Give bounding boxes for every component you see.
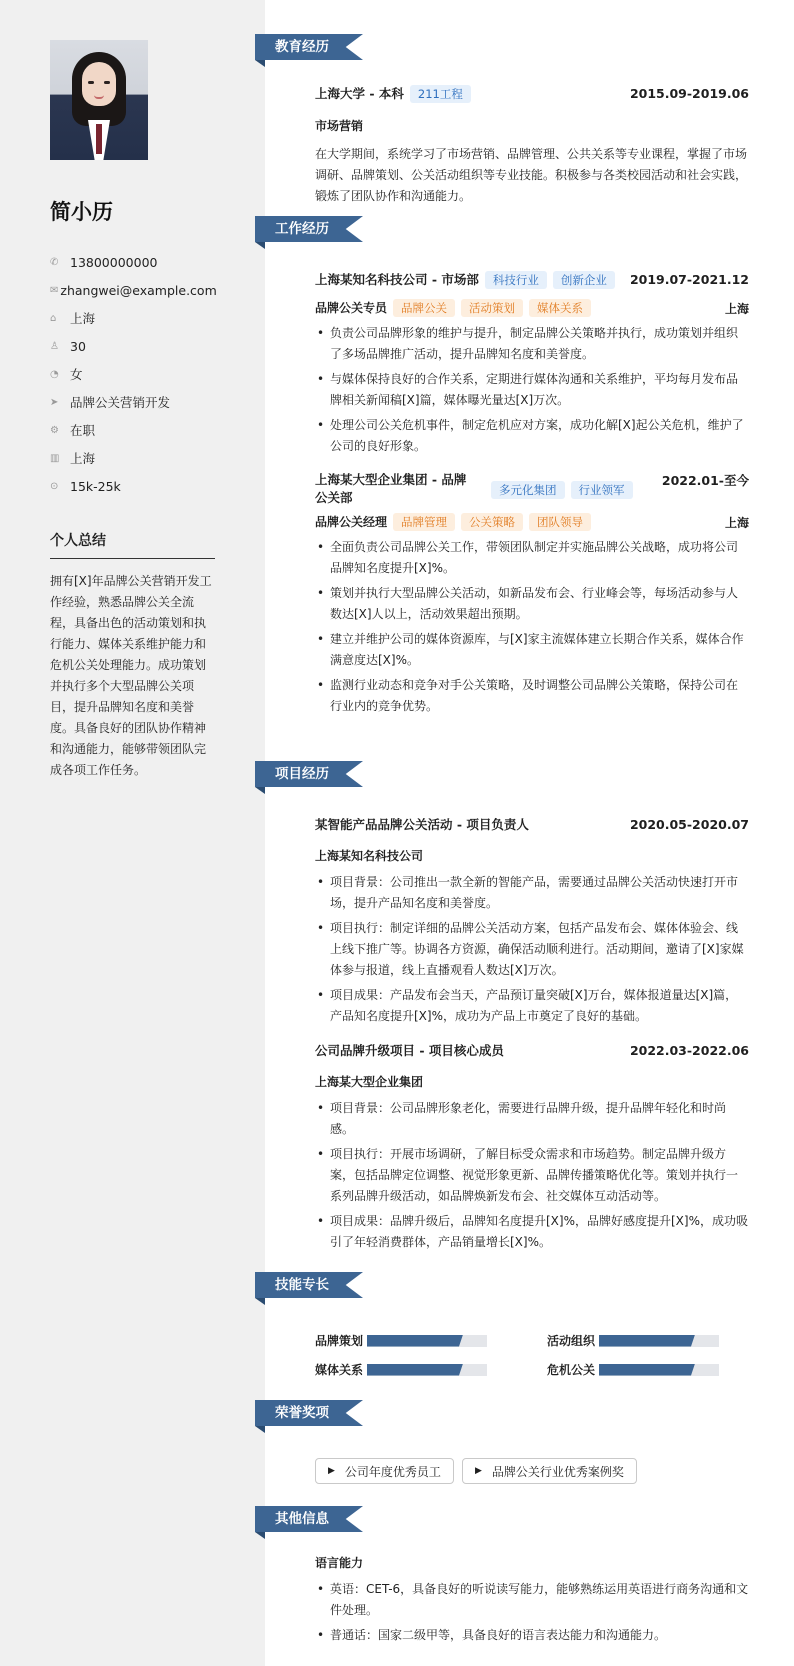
- job-bullets: [315, 323, 749, 457]
- section-title: 荣誉奖项: [275, 1405, 329, 1421]
- info-text: 13800000000: [70, 254, 158, 270]
- company-name: 上海某知名科技公司 - 市场部: [315, 272, 479, 287]
- play-icon: ▶: [474, 1466, 482, 1476]
- skill-fill: [367, 1335, 463, 1347]
- project-org: 上海某大型企业集团: [315, 1075, 424, 1089]
- info-status: [50, 416, 215, 444]
- section-header: [255, 216, 794, 242]
- project-date: 2022.03-2022.06: [629, 1042, 749, 1058]
- skill-item: [547, 1361, 749, 1378]
- company-tag: 创新企业: [553, 271, 615, 289]
- status-icon: ⚙: [50, 424, 59, 436]
- list-item: • 处理公司公关危机事件，制定危机应对方案，成功化解[X]起公关危机，维护了公司的良好形象。: [315, 415, 749, 457]
- skill-bar: [367, 1335, 487, 1347]
- job-role: 品牌公关经理: [315, 515, 388, 529]
- school-tag: 211工程: [410, 85, 471, 103]
- list-item: • 项目背景：公司品牌形象老化，需要进行品牌升级，提升品牌年轻化和时尚感。: [315, 1098, 749, 1140]
- list-item: • 英语：CET-6，具备良好的听说读写能力，能够熟练运用英语进行商务沟通和文件处理。: [315, 1579, 749, 1621]
- skill-tag: 公关策略: [461, 513, 523, 531]
- info-work-city: [50, 444, 215, 472]
- job-location: 上海: [724, 301, 749, 316]
- project-org: 上海某知名科技公司: [315, 849, 424, 863]
- education-date: 2015.09-2019.06: [629, 86, 749, 101]
- work-section: [255, 216, 794, 717]
- info-email: [50, 276, 215, 304]
- list-item: • 普通话：国家二级甲等，具备良好的语言表达能力和沟通能力。: [315, 1625, 749, 1646]
- skill-bar: [599, 1364, 719, 1376]
- project-name: 某智能产品品牌公关活动 - 项目负责人: [315, 817, 529, 832]
- skill-bar: [367, 1364, 487, 1376]
- list-item: • 监测行业动态和竞争对手公关策略，及时调整公司品牌公关策略，保持公司在行业内的竞争优势。: [315, 675, 749, 717]
- mail-icon: ✉: [50, 284, 59, 296]
- info-phone: [50, 248, 215, 276]
- send-icon: ➤: [50, 396, 59, 408]
- section-title: 教育经历: [275, 39, 329, 55]
- info-city: [50, 304, 215, 332]
- job-location: 上海: [724, 515, 749, 530]
- candidate-name: 简小历: [50, 200, 113, 224]
- job-date: 2022.01-至今: [661, 473, 749, 488]
- projects-section: [255, 761, 794, 1253]
- profile-photo: [50, 40, 148, 160]
- skill-name: 活动组织: [547, 1334, 596, 1348]
- section-header: [255, 34, 794, 60]
- skill-tag: 团队领导: [529, 513, 591, 531]
- list-item: • 项目执行：制定详细的品牌公关活动方案，包括产品发布会、媒体体验会、线上线下推广等。协调各方资源，确保活动顺利进行。活动期间，邀请了[X]家媒体参与报道，线上直播观看人数达[X]万次。: [315, 918, 749, 981]
- list-item: • 与媒体保持良好的合作关系，定期进行媒体沟通和关系维护，平均每月发布品牌相关新闻稿[X]篇，媒体曝光量达[X]万次。: [315, 369, 749, 411]
- play-icon: ▶: [328, 1466, 335, 1476]
- list-item: • 负责公司品牌形象的维护与提升，制定品牌公关策略并执行，成功策划并组织了多场品牌推广活动，提升品牌知名度和美誉度。: [315, 323, 749, 365]
- school-name: 上海大学 - 本科: [315, 86, 404, 101]
- info-text: zhangwei@example.com: [60, 282, 217, 298]
- company-tag: 科技行业: [485, 271, 547, 289]
- section-header: [255, 1272, 794, 1298]
- info-text: 女: [70, 367, 83, 382]
- skill-tag: 媒体关系: [529, 299, 591, 317]
- company-tag: 多元化集团: [491, 481, 565, 499]
- sidebar: [0, 0, 265, 1666]
- home-icon: ⌂: [50, 312, 57, 324]
- skill-fill: [599, 1364, 695, 1376]
- list-item: • 项目成果：产品发布会当天，产品预订量突破[X]万台，媒体报道量达[X]篇，产品知名度提升[X]%，成功为产品上市奠定了良好的基础。: [315, 985, 749, 1027]
- job-date: 2019.07-2021.12: [629, 272, 749, 287]
- education-section: [255, 34, 794, 207]
- section-title: 技能专长: [275, 1277, 329, 1293]
- project-bullets: [315, 1098, 749, 1253]
- section-title: 工作经历: [275, 221, 329, 237]
- skill-item: [547, 1332, 749, 1349]
- list-item: • 项目背景：公司推出一款全新的智能产品，需要通过品牌公关活动快速打开市场，提升产品知名度和美誉度。: [315, 872, 749, 914]
- skills-section: [255, 1272, 794, 1378]
- info-text: 上海: [70, 451, 96, 466]
- other-subtitle: 语言能力: [315, 1556, 364, 1570]
- age-icon: ♙: [50, 340, 59, 352]
- skill-bar: [599, 1335, 719, 1347]
- section-header: [255, 1506, 794, 1532]
- skill-tag: 活动策划: [461, 299, 523, 317]
- project-bullets: [315, 872, 749, 1027]
- list-item: • 建立并维护公司的媒体资源库，与[X]家主流媒体建立长期合作关系，媒体合作满意度达[X]%。: [315, 629, 749, 671]
- section-title: 项目经历: [275, 766, 329, 782]
- list-item: • 全面负责公司品牌公关工作，带领团队制定并实施品牌公关战略，成功将公司品牌知名度提升[X]%。: [315, 537, 749, 579]
- company-name: 上海某大型企业集团 - 品牌公关部: [315, 472, 467, 505]
- award-item: [462, 1458, 637, 1484]
- salary-icon: ⊙: [50, 480, 59, 492]
- skill-tag: 品牌公关: [393, 299, 455, 317]
- info-text: 30: [70, 338, 86, 354]
- awards-list: [315, 1454, 749, 1484]
- list-item: • 项目执行：开展市场调研，了解目标受众需求和市场趋势。制定品牌升级方案，包括品牌定位调整、视觉形象更新、品牌传播策略优化等。策划并执行一系列品牌升级活动，如品牌焕新发布会、社交媒体互动活动等。: [315, 1144, 749, 1207]
- skill-item: [315, 1332, 517, 1349]
- list-item: • 项目成果：品牌升级后，品牌知名度提升[X]%，品牌好感度提升[X]%，成功吸引了年轻消费群体，产品销量增长[X]%。: [315, 1211, 749, 1253]
- info-position: [50, 388, 215, 416]
- job-role: 品牌公关专员: [315, 301, 388, 315]
- skill-fill: [599, 1335, 695, 1347]
- list-item: • 策划并执行大型品牌公关活动，如新品发布会、行业峰会等，每场活动参与人数达[X]人以上，活动效果超出预期。: [315, 583, 749, 625]
- info-age: [50, 332, 215, 360]
- other-section: [255, 1506, 794, 1646]
- honors-section: [255, 1400, 794, 1484]
- language-bullets: [315, 1579, 749, 1646]
- award-item: [315, 1458, 454, 1484]
- skill-tag: 品牌管理: [393, 513, 455, 531]
- award-label: 品牌公关行业优秀案例奖: [491, 1464, 624, 1479]
- major: 市场营销: [315, 119, 364, 133]
- section-header: [255, 761, 794, 787]
- summary-text: 拥有[X]年品牌公关营销开发工作经验，熟悉品牌公关全流程，具备出色的活动策划和执行能力、媒体关系维护能力和危机公关处理能力。成功策划并执行多个大型品牌公关项目，提升品牌知名度和美誉度。具备良好的团队协作精神和沟通能力，能够带领团队完成各项工作任务。: [50, 574, 212, 777]
- company-tag: 行业领军: [571, 481, 633, 499]
- phone-icon: ✆: [50, 256, 59, 268]
- info-text: 上海: [70, 311, 96, 326]
- building-icon: ▥: [50, 452, 60, 464]
- project-date: 2020.05-2020.07: [629, 816, 749, 832]
- skill-item: [315, 1361, 517, 1378]
- skill-name: 媒体关系: [315, 1363, 364, 1377]
- gender-icon: ◔: [50, 368, 59, 380]
- info-text: 在职: [70, 423, 96, 438]
- info-gender: [50, 360, 215, 388]
- skill-name: 危机公关: [547, 1363, 596, 1377]
- summary-title: 个人总结: [50, 530, 215, 559]
- skill-name: 品牌策划: [315, 1334, 364, 1348]
- section-title: 其他信息: [275, 1511, 329, 1527]
- education-desc: 在大学期间，系统学习了市场营销、品牌管理、公共关系等专业课程，掌握了市场调研、品牌策划、公关活动组织等专业技能。积极参与各类校园活动和社会实践，锻炼了团队协作和沟通能力。: [315, 147, 748, 203]
- info-text: 15k-25k: [70, 478, 121, 494]
- skill-fill: [367, 1364, 463, 1376]
- info-salary: [50, 472, 215, 500]
- section-header: [255, 1400, 794, 1426]
- skills-grid: [315, 1328, 749, 1378]
- award-label: 公司年度优秀员工: [344, 1464, 441, 1479]
- info-text: 品牌公关营销开发: [70, 395, 171, 410]
- contact-info-list: [50, 248, 215, 500]
- project-name: 公司品牌升级项目 - 项目核心成员: [315, 1043, 504, 1058]
- job-bullets: [315, 537, 749, 717]
